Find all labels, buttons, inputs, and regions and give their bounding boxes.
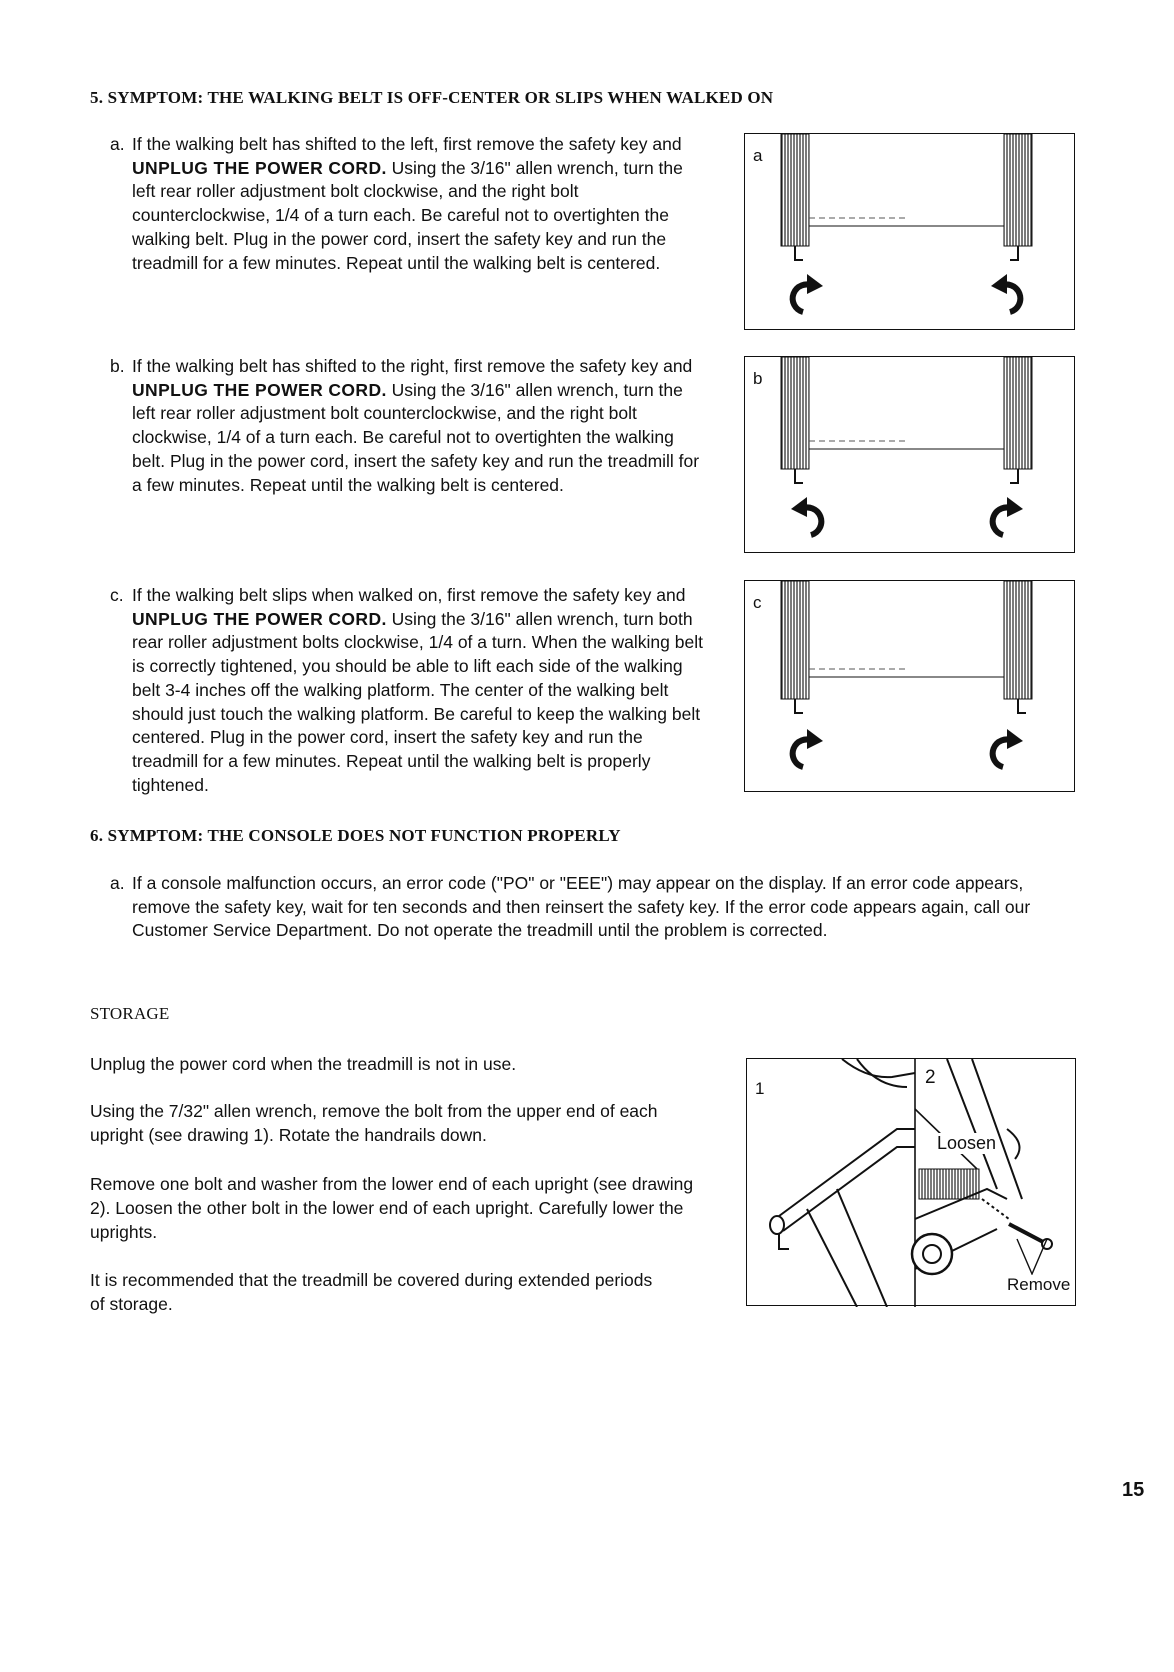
remove-label: Remove xyxy=(1007,1275,1071,1294)
item-text: If a console malfunction occurs, an error code ("PO" or "EEE") may appear on the display. If an error code appears, remove the safety key, wait for ten seconds and then reinsert the safety key. If the error code appears again, call our Customer Service Department. Do not operate the treadmill until the problem is corrected. xyxy=(132,873,1031,941)
item-text: Using the 3/16" allen wrench, turn both rear roller adjustment bolts clockwise, 1/4 of a turn. When the walking belt is correctly tightened, you should be able to lift each side of the walking belt 3-4 inches off the walking platform. The center of the walking belt should just touch the walking platform. Be careful to keep the walking belt centered. Plug in the power cord, insert the safety key and run the treadmill for a few minutes. Repeat until the walking belt is properly tightened. xyxy=(132,608,703,795)
section-5-heading: 5. SYMPTOM: THE WALKING BELT IS OFF-CENTER OR SLIPS WHEN WALKED ON xyxy=(90,88,774,107)
section-6-heading: 6. SYMPTOM: THE CONSOLE DOES NOT FUNCTION PROPERLY xyxy=(90,826,621,845)
drawing-1-label: 1 xyxy=(755,1079,765,1098)
section-5-item-b xyxy=(110,355,707,497)
figure-c xyxy=(744,580,1075,792)
section-6-item-a xyxy=(110,872,1062,943)
storage-figure xyxy=(746,1058,1076,1306)
item-warning: UNPLUG THE POWER CORD. xyxy=(132,608,387,629)
item-text: If the walking belt has shifted to the right, first remove the safety key and xyxy=(132,356,693,376)
storage-drawing xyxy=(747,1059,1077,1307)
page-number: 15 xyxy=(1122,1479,1145,1501)
roller-drawing xyxy=(745,134,1076,331)
storage-paragraph-4: It is recommended that the treadmill be covered during extended periods of storage. xyxy=(90,1270,653,1314)
item-label: a. xyxy=(110,134,125,154)
figure-label: a xyxy=(753,146,763,165)
section-5-item-c xyxy=(110,584,712,797)
storage-heading: STORAGE xyxy=(90,1004,170,1023)
item-label: a. xyxy=(110,873,125,893)
storage-paragraph-1: Unplug the power cord when the treadmill is not in use. xyxy=(90,1054,517,1074)
figure-b xyxy=(744,356,1075,553)
storage-paragraph-3: Remove one bolt and washer from the lower end of each upright (see drawing 2). Loosen the other bolt in the lower end of each upright. Carefully lower the uprights. xyxy=(90,1174,694,1242)
item-label: c. xyxy=(110,585,124,605)
drawing-2-label: 2 xyxy=(925,1067,936,1088)
figure-label: c xyxy=(753,593,762,612)
roller-drawing xyxy=(745,357,1076,554)
figure-a xyxy=(744,133,1075,330)
item-label: b. xyxy=(110,356,125,376)
item-warning: UNPLUG THE POWER CORD. xyxy=(132,379,387,400)
item-text: Using the 3/16" allen wrench, turn the left rear roller adjustment bolt clockwise, and the right bolt counterclockwise, 1/4 of a turn each. Be careful not to overtighten the walking belt. Plug in the power cord, insert the safety key and run the treadmill for a few minutes. Repeat until the walking belt is centered. xyxy=(132,157,683,273)
roller-drawing xyxy=(745,581,1076,793)
storage-paragraph-2: Using the 7/32" allen wrench, remove the bolt from the upper end of each upright (see drawing 1). Rotate the handrails down. xyxy=(90,1101,658,1145)
item-text: If the walking belt slips when walked on, first remove the safety key and xyxy=(132,585,686,605)
figure-label: b xyxy=(753,369,763,388)
item-warning: UNPLUG THE POWER CORD. xyxy=(132,157,387,178)
item-text: If the walking belt has shifted to the left, first remove the safety key and xyxy=(132,134,682,154)
section-5-item-a xyxy=(110,133,702,275)
item-text: Using the 3/16" allen wrench, turn the left rear roller adjustment bolt counterclockwise, and the right bolt clockwise, 1/4 of a turn each. Be careful not to overtighten the walking belt. Plug in the power cord, insert the safety key and run the treadmill for a few minutes. Repeat until the walking belt is centered. xyxy=(132,379,700,495)
loosen-label: Loosen xyxy=(937,1133,997,1153)
